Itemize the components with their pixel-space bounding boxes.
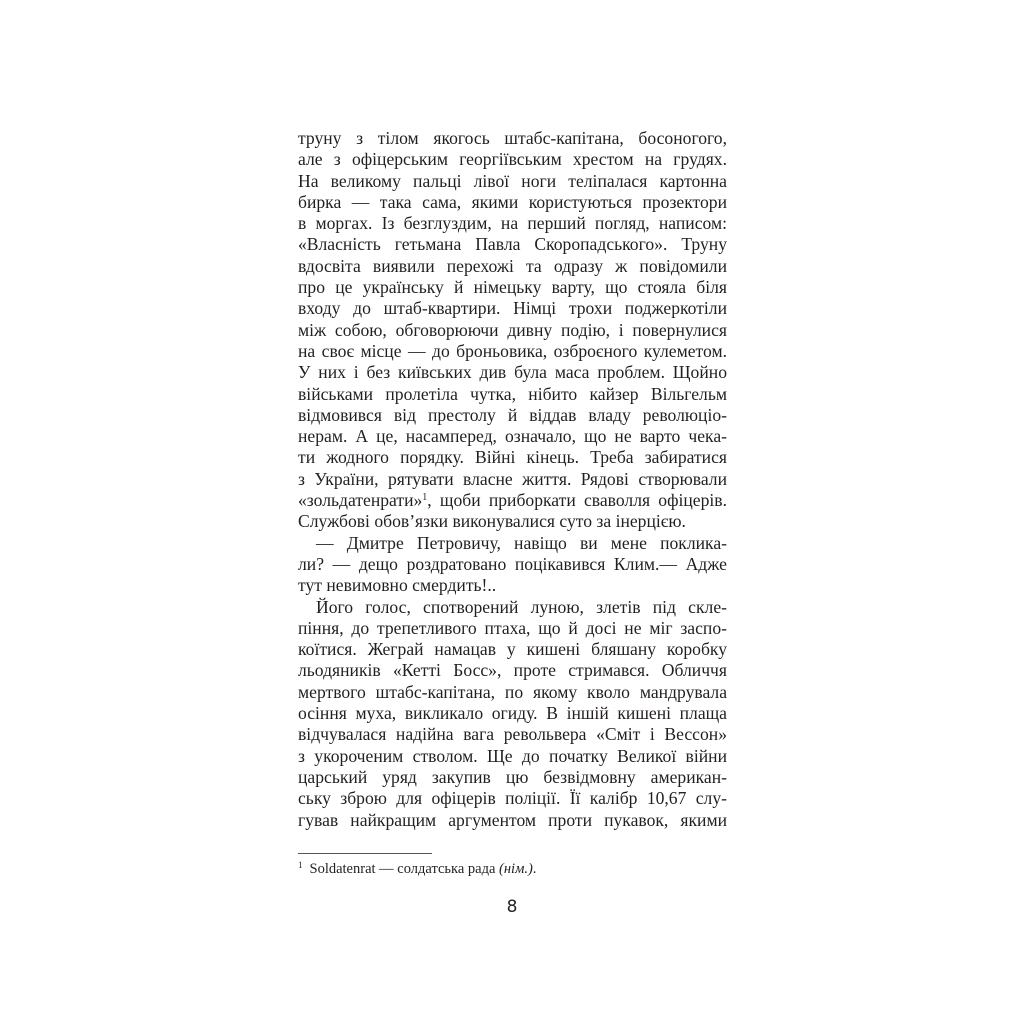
- text-line-content: На великому пальці лівої ноги теліпалася картонна: [298, 170, 727, 191]
- text-line: [298, 810, 727, 831]
- text-line: [298, 405, 727, 426]
- text-line-content: але з офіцерським георгіївським хрестом на грудях.: [298, 149, 727, 170]
- text-line: [298, 128, 727, 149]
- text-line-content: нерам. А це, насамперед, означало, що не варто чека-: [298, 426, 727, 447]
- text-line-content: гував найкращим аргументом проти пукавок, якими: [298, 809, 727, 830]
- text-line-content: льодяників «Кетті Босс», проте стримався. Обличчя: [298, 660, 727, 681]
- text-line: [298, 575, 727, 596]
- footnote-divider: [298, 853, 432, 854]
- footnote-reference[interactable]: 1: [422, 492, 428, 504]
- text-line-content: відмовився від престолу й віддав владу революціо-: [298, 404, 727, 425]
- text-line-content: з України, рятувати власне життя. Рядові створювали: [298, 468, 727, 489]
- text-line: [298, 192, 727, 213]
- text-line-content: ти жодного порядку. Війні кінець. Треба забиратися: [298, 447, 727, 468]
- text-line: [298, 767, 727, 788]
- text-line: [298, 213, 727, 234]
- text-line-content: «зольдатенрати»: [298, 490, 423, 511]
- text-line-content: коїтися. Жеграй намацав у кишені бляшану коробку: [298, 639, 727, 660]
- text-line: [298, 447, 727, 468]
- text-line: [298, 298, 727, 319]
- text-line: [298, 703, 727, 724]
- text-line: [298, 746, 727, 767]
- text-line: [298, 682, 727, 703]
- text-line-content: бирка — така сама, якими користуються прозектори: [298, 191, 727, 212]
- text-line: [298, 277, 727, 298]
- page-number: 8: [506, 897, 518, 917]
- text-line: [298, 597, 727, 618]
- text-line: [298, 149, 727, 170]
- text-line-content: відчувалася надійна вага револьвера «Сміт і Вессон»: [298, 724, 727, 745]
- text-line-content: «Власність гетьмана Павла Скоропадського». Труну: [298, 234, 727, 255]
- text-line-content: Службові обов’язки виконувалися суто за інерцією.: [298, 511, 686, 532]
- text-line-content: на своє місце — до броньовика, озброєного кулеметом.: [298, 340, 727, 361]
- text-line: [298, 724, 727, 745]
- text-line-content: між собою, обговорюючи дивну подію, і повернулися: [298, 319, 727, 340]
- text-line: [298, 490, 727, 511]
- text-line-content: ли? — дещо роздратовано поцікавився Клим.— Адже: [298, 553, 727, 574]
- text-line: [298, 362, 727, 383]
- text-line: [298, 256, 727, 277]
- text-line: [298, 171, 727, 192]
- text-line-content: в моргах. Із безглуздим, на перший погляд, написом:: [298, 213, 727, 234]
- text-line-content: входу до штаб-квартири. Німці трохи поджеркотіли: [298, 298, 727, 319]
- text-line-content: осіння муха, викликало огиду. В іншій кишені плаща: [298, 703, 727, 724]
- text-line: [298, 639, 727, 660]
- text-line: [298, 426, 727, 447]
- text-line-content: мертвого штабс-капітана, по якому кволо мандрувала: [298, 681, 727, 702]
- body-text: [298, 128, 727, 831]
- footnote-language-note: (нім.): [499, 861, 533, 877]
- text-line: [298, 788, 727, 809]
- text-line-content: з укороченим стволом. Ще до початку Великої війни: [298, 745, 727, 766]
- text-line: [298, 660, 727, 681]
- text-line-content: Його голос, спотворений луною, злетів під скле-: [316, 596, 727, 617]
- text-line: [298, 384, 727, 405]
- text-line-content: вдосвіта виявили перехожі та одразу ж повідомили: [298, 255, 727, 276]
- text-line: [298, 341, 727, 362]
- text-line-content: тут невимовно смердить!..: [298, 575, 497, 596]
- footnote-text: Soldatenrat — солдатська рада: [309, 861, 500, 877]
- text-line: [298, 469, 727, 490]
- text-line: [298, 618, 727, 639]
- text-line-content: труну з тілом якогось штабс-капітана, босоногого,: [298, 128, 727, 148]
- text-line: [298, 533, 727, 554]
- text-line: [298, 511, 727, 532]
- footnote-mark: 1: [298, 860, 303, 870]
- footnote-end: .: [532, 861, 537, 877]
- footnote: [298, 860, 536, 878]
- text-line-continuation: , щоби приборкати сваволля офіцерів.: [427, 490, 727, 511]
- text-line-content: У них і без київських див була маса проблем. Щойно: [298, 362, 727, 383]
- text-line-content: про це українську й німецьку варту, що стояла біля: [298, 277, 727, 298]
- text-line: [298, 320, 727, 341]
- text-line-content: — Дмитре Петровичу, навіщо ви мене поклика-: [316, 532, 727, 553]
- text-line-content: військами пролетіла чутка, нібито кайзер Вільгельм: [298, 383, 727, 404]
- text-line-content: ську зброю для офіцерів поліції. Її калібр 10,67 слу-: [298, 788, 727, 809]
- text-line: [298, 554, 727, 575]
- text-line-content: царський уряд закупив цю безвідмовну американ-: [298, 766, 727, 787]
- text-line-content: піння, до трепетливого птаха, що й досі не міг заспо-: [298, 617, 727, 638]
- text-line: [298, 234, 727, 255]
